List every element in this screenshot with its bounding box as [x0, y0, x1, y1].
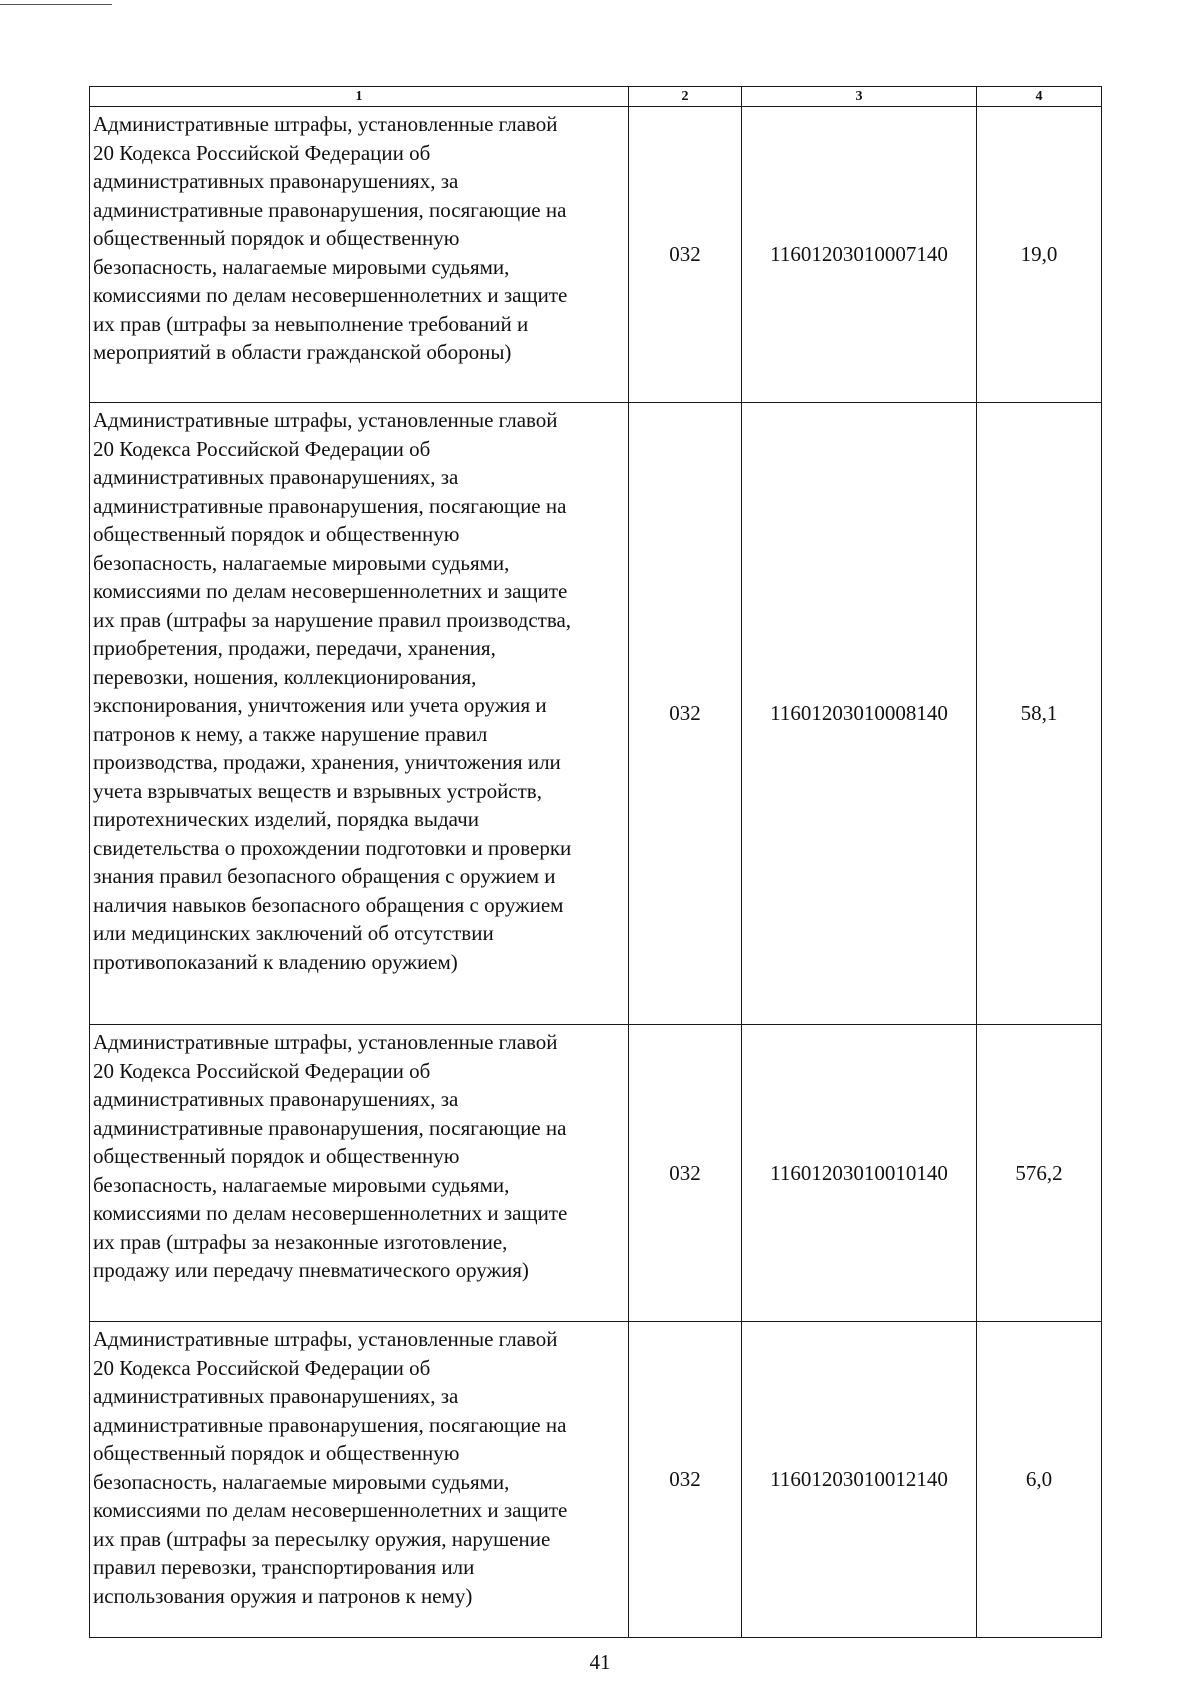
description-cell: Административные штрафы, установленные главой 20 Кодекса Российской Федерации об административных правонарушениях, за административные правонарушения, посягающие на общественный порядок и общественную безопасность, налагаемые мировыми судьями, комиссиями по делам несовершеннолетних и защите их прав (штрафы за пересылку оружия, нарушение правил перевозки, транспортирования или использования оружия и патронов к нему): [90, 1322, 629, 1638]
table-row: [90, 403, 1102, 1025]
description-cell: Административные штрафы, установленные главой 20 Кодекса Российской Федерации об административных правонарушениях, за административные правонарушения, посягающие на общественный порядок и общественную безопасность, налагаемые мировыми судьями, комиссиями по делам несовершеннолетних и защите их прав (штрафы за нарушение правил производства, приобретения, продажи, передачи, хранения, перевозки, ношения, коллекционирования, экспонирования, уничтожения или учета оружия и патронов к нему, а также нарушение правил производства, продажи, хранения, уничтожения или учета взрывчатых веществ и взрывных устройств, пиротехнических изделий, порядка выдачи свидетельства о прохождении подготовки и проверки знания правил безопасного обращения с оружием и наличия навыков безопасного обращения с оружием или медицинских заключений об отсутствии противопоказаний к владению оружием): [90, 403, 629, 1025]
header-row: [90, 87, 1102, 107]
code-cell: 032: [629, 403, 742, 1025]
amount-cell: 576,2: [977, 1025, 1102, 1322]
code-cell: 032: [629, 1025, 742, 1322]
amount-cell: 58,1: [977, 403, 1102, 1025]
amount-cell: 19,0: [977, 107, 1102, 403]
kbk-cell: 11601203010008140: [742, 403, 977, 1025]
fines-table: [89, 86, 1102, 1638]
table-row: [90, 1025, 1102, 1322]
kbk-cell: 11601203010007140: [742, 107, 977, 403]
table-row: [90, 107, 1102, 403]
code-cell: 032: [629, 107, 742, 403]
description-cell: Административные штрафы, установленные главой 20 Кодекса Российской Федерации об административных правонарушениях, за административные правонарушения, посягающие на общественный порядок и общественную безопасность, налагаемые мировыми судьями, комиссиями по делам несовершеннолетних и защите их прав (штрафы за незаконные изготовление, продажу или передачу пневматического оружия): [90, 1025, 629, 1322]
kbk-cell: 11601203010010140: [742, 1025, 977, 1322]
column-header-2: 2: [629, 87, 742, 107]
kbk-cell: 11601203010012140: [742, 1322, 977, 1638]
column-header-3: 3: [742, 87, 977, 107]
table-row: [90, 1322, 1102, 1638]
description-cell: Административные штрафы, установленные главой 20 Кодекса Российской Федерации об административных правонарушениях, за административные правонарушения, посягающие на общественный порядок и общественную безопасность, налагаемые мировыми судьями, комиссиями по делам несовершеннолетних и защите их прав (штрафы за невыполнение требований и мероприятий в области гражданской обороны): [90, 107, 629, 403]
column-header-1: 1: [90, 87, 629, 107]
top-rule: [0, 4, 112, 5]
code-cell: 032: [629, 1322, 742, 1638]
amount-cell: 6,0: [977, 1322, 1102, 1638]
column-header-4: 4: [977, 87, 1102, 107]
page-number: 41: [589, 1650, 611, 1674]
